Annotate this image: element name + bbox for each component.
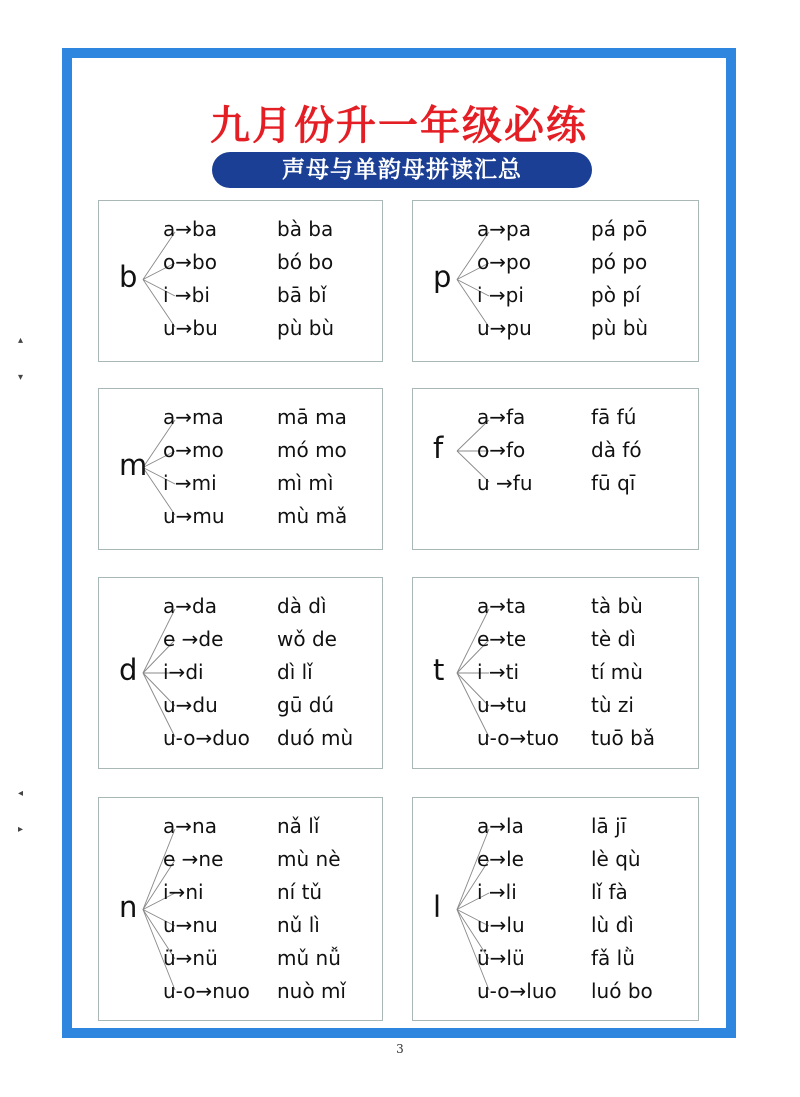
reading-word: tà bù [591, 594, 643, 618]
reading-word: wǒ de [277, 627, 337, 651]
syllable-formula: a→na [163, 814, 217, 838]
syllable-formula: u-o→tuo [477, 726, 560, 750]
card-b [98, 200, 383, 362]
reading-word: dì lǐ [277, 660, 313, 684]
initial-letter: t [433, 653, 445, 687]
syllable-formula: o→po [477, 250, 531, 274]
syllable-formula: a→da [163, 594, 217, 618]
page-title: 九月份升一年级必练 [210, 103, 588, 149]
syllable-formula: u-o→duo [163, 726, 250, 750]
syllable-formula: u →fu [477, 471, 533, 495]
reading-word: mǔ nǚ [277, 946, 341, 970]
reading-word: mó mo [277, 438, 347, 462]
syllable-formula: o→bo [163, 250, 217, 274]
card-l [412, 797, 699, 1021]
syllable-formula: i→ni [163, 880, 204, 904]
reading-word: fā fú [591, 405, 637, 429]
reading-word: bó bo [277, 250, 334, 274]
syllable-formula: e→te [477, 627, 527, 651]
syllable-formula: a→la [477, 814, 524, 838]
reading-word: tè dì [591, 627, 636, 651]
card-p [412, 200, 699, 362]
syllable-formula: a→ta [477, 594, 527, 618]
reading-word: tuō bǎ [591, 726, 656, 750]
syllable-formula: e →ne [163, 847, 224, 871]
syllable-formula: u-o→nuo [163, 979, 250, 1003]
reading-word: fǎ lǜ [591, 946, 635, 970]
card-t [412, 577, 699, 769]
initial-letter: d [119, 653, 138, 687]
syllable-formula: u→pu [477, 316, 532, 340]
syllable-formula: ü→nü [163, 946, 218, 970]
syllable-formula: o→mo [163, 438, 224, 462]
reading-word: pò pí [591, 283, 641, 307]
initial-letter: l [433, 889, 442, 924]
initial-letter: b [119, 259, 138, 294]
scan-mark: ▴ [18, 335, 24, 346]
reading-word: mù mǎ [277, 504, 348, 528]
card-m [98, 388, 383, 550]
subtitle-banner: 声母与单韵母拼读汇总 [212, 152, 592, 188]
scan-mark: ▾ [18, 372, 24, 383]
syllable-formula: u→nu [163, 913, 218, 937]
reading-word: lǐ fà [591, 880, 628, 904]
card-f [412, 388, 699, 550]
syllable-formula: a→fa [477, 405, 526, 429]
syllable-formula: i →pi [477, 283, 524, 307]
syllable-formula: u→lu [477, 913, 525, 937]
initial-letter: m [119, 447, 148, 482]
syllable-formula: i →ti [477, 660, 520, 684]
reading-word: fū qī [591, 471, 636, 495]
initial-letter: f [433, 431, 444, 465]
syllable-formula: u→tu [477, 693, 527, 717]
reading-word: duó mù [277, 726, 354, 750]
initial-letter: n [119, 889, 138, 924]
reading-word: pù bù [591, 316, 649, 340]
reading-word: lè qù [591, 847, 641, 871]
reading-word: pá pō [591, 217, 648, 241]
syllable-formula: i →li [477, 880, 517, 904]
syllable-formula: o→fo [477, 438, 526, 462]
reading-word: pó po [591, 250, 648, 274]
reading-word: lù dì [591, 913, 634, 937]
syllable-formula: a→ba [163, 217, 217, 241]
scan-mark: ▸ [18, 824, 24, 835]
reading-word: ní tǔ [277, 880, 323, 904]
fan-lines [413, 201, 700, 363]
syllable-formula: e →de [163, 627, 224, 651]
reading-word: nǎ lǐ [277, 814, 320, 838]
syllable-formula: u→bu [163, 316, 218, 340]
reading-word: bà ba [277, 217, 334, 241]
syllable-formula: i →bi [163, 283, 210, 307]
syllable-formula: i→di [163, 660, 204, 684]
reading-word: nǔ lì [277, 913, 320, 937]
syllable-formula: i →mi [163, 471, 217, 495]
reading-word: mā ma [277, 405, 347, 429]
reading-word: dà dì [277, 594, 327, 618]
initial-letter: p [433, 259, 452, 294]
syllable-formula: u→du [163, 693, 218, 717]
reading-word: mù nè [277, 847, 341, 871]
syllable-formula: u→mu [163, 504, 225, 528]
reading-word: nuò mǐ [277, 979, 346, 1003]
reading-word: gū dú [277, 693, 335, 717]
reading-word: bā bǐ [277, 283, 327, 307]
fan-lines [99, 201, 384, 363]
reading-word: pù bù [277, 316, 335, 340]
reading-word: lā jī [591, 814, 627, 838]
scan-mark: ◂ [18, 788, 24, 799]
reading-word: luó bo [591, 979, 653, 1003]
reading-word: tí mù [591, 660, 643, 684]
card-n [98, 797, 383, 1021]
card-d [98, 577, 383, 769]
syllable-formula: u-o→luo [477, 979, 557, 1003]
fan-lines [413, 389, 700, 551]
syllable-formula: ü→lü [477, 946, 525, 970]
reading-word: mì mì [277, 471, 334, 495]
syllable-formula: a→pa [477, 217, 531, 241]
reading-word: tù zi [591, 693, 634, 717]
reading-word: dà fó [591, 438, 642, 462]
syllable-formula: e→le [477, 847, 524, 871]
syllable-formula: a→ma [163, 405, 224, 429]
page-number: 3 [396, 1042, 404, 1056]
